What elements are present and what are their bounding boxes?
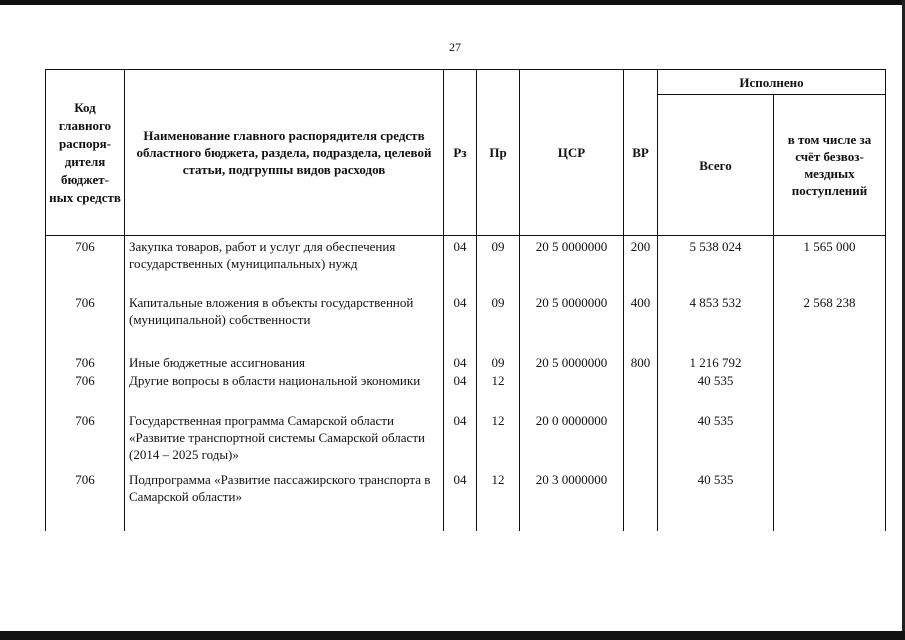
cell-csr: 20 5 0000000 <box>520 294 624 354</box>
cell-csr: 20 5 0000000 <box>520 354 624 372</box>
scan-top-edge <box>0 0 905 5</box>
cell-free: 1 565 000 <box>774 236 886 295</box>
cell-code: 706 <box>46 471 125 531</box>
cell-code: 706 <box>46 236 125 295</box>
header-pr: Пр <box>477 70 520 236</box>
header-total: Всего <box>658 95 774 236</box>
cell-vr <box>624 471 658 531</box>
cell-free <box>774 354 886 372</box>
cell-rz: 04 <box>444 236 477 295</box>
cell-pr: 12 <box>477 412 520 471</box>
header-including-free: в том числе за счёт безвоз-мездных поступлений <box>774 95 886 236</box>
cell-vr: 200 <box>624 236 658 295</box>
cell-free: 2 568 238 <box>774 294 886 354</box>
table-row <box>46 236 886 295</box>
cell-pr: 12 <box>477 372 520 412</box>
cell-total: 5 538 024 <box>658 236 774 295</box>
header-name: Наименование главного распорядителя средств областного бюджета, раздела, подраздела, целевой статьи, подгруппы видов расходов <box>125 70 444 236</box>
cell-free <box>774 471 886 531</box>
cell-total: 40 535 <box>658 471 774 531</box>
cell-free <box>774 372 886 412</box>
header-executed: Исполнено <box>658 70 886 95</box>
table-row <box>46 294 886 354</box>
cell-code: 706 <box>46 354 125 372</box>
cell-total: 1 216 792 <box>658 354 774 372</box>
cell-rz: 04 <box>444 294 477 354</box>
cell-vr: 400 <box>624 294 658 354</box>
cell-rz: 04 <box>444 412 477 471</box>
cell-vr <box>624 412 658 471</box>
cell-total: 4 853 532 <box>658 294 774 354</box>
cell-total: 40 535 <box>658 372 774 412</box>
cell-rz: 04 <box>444 471 477 531</box>
cell-total: 40 535 <box>658 412 774 471</box>
cell-code: 706 <box>46 412 125 471</box>
cell-pr: 09 <box>477 354 520 372</box>
cell-name: Подпрограмма «Развитие пассажирского транспорта в Самарской области» <box>125 471 444 531</box>
cell-name: Закупка товаров, работ и услуг для обеспечения государственных (муниципальных) нужд <box>125 236 444 295</box>
cell-csr: 20 5 0000000 <box>520 236 624 295</box>
cell-name: Государственная программа Самарской области «Развитие транспортной системы Самарской области (2014 – 2025 годы)» <box>125 412 444 471</box>
cell-csr <box>520 372 624 412</box>
cell-vr <box>624 372 658 412</box>
cell-name: Другие вопросы в области национальной экономики <box>125 372 444 412</box>
cell-name: Иные бюджетные ассигнования <box>125 354 444 372</box>
table-row <box>46 412 886 471</box>
cell-rz: 04 <box>444 354 477 372</box>
table-row <box>46 372 886 412</box>
cell-rz: 04 <box>444 372 477 412</box>
cell-pr: 12 <box>477 471 520 531</box>
header-vr: ВР <box>624 70 658 236</box>
budget-execution-table <box>45 69 886 531</box>
table-row <box>46 471 886 531</box>
scan-bottom-edge <box>0 631 905 640</box>
cell-code: 706 <box>46 294 125 354</box>
cell-vr: 800 <box>624 354 658 372</box>
header-csr: ЦСР <box>520 70 624 236</box>
table-row <box>46 354 886 372</box>
cell-code: 706 <box>46 372 125 412</box>
cell-csr: 20 0 0000000 <box>520 412 624 471</box>
page-number: 27 <box>449 40 461 54</box>
header-code: Код главного распоря-дителя бюджет-ных средств <box>46 70 125 236</box>
cell-pr: 09 <box>477 236 520 295</box>
cell-free <box>774 412 886 471</box>
cell-name: Капитальные вложения в объекты государственной (муниципальной) собственности <box>125 294 444 354</box>
cell-csr: 20 3 0000000 <box>520 471 624 531</box>
cell-pr: 09 <box>477 294 520 354</box>
header-rz: Рз <box>444 70 477 236</box>
